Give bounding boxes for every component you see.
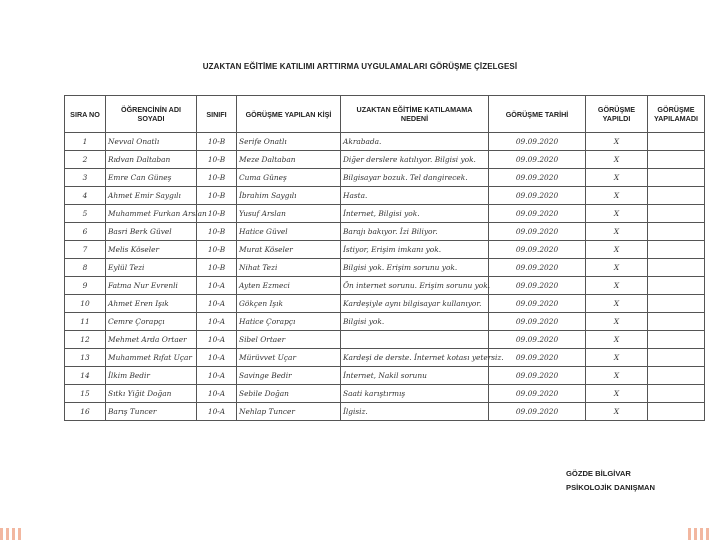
signature-name: GÖZDE BİLGİVAR <box>566 469 631 478</box>
cell-not-done-mark <box>648 151 705 169</box>
cell-date: 09.09.2020 <box>489 241 586 259</box>
cell-contact: İbrahim Saygılı <box>237 187 341 205</box>
col-header-reason: UZAKTAN EĞİTİME KATILAMAMA NEDENİ <box>341 96 489 133</box>
cell-no: 11 <box>65 313 106 331</box>
cell-student-name: Ahmet Emir Saygılı <box>106 187 197 205</box>
cell-contact: Nihat Tezi <box>237 259 341 277</box>
table-row <box>65 133 705 151</box>
cell-no: 1 <box>65 133 106 151</box>
cell-no: 14 <box>65 367 106 385</box>
cell-reason: Akrabada. <box>341 133 489 151</box>
cell-reason: Kardeşiyle aynı bilgisayar kullanıyor. <box>341 295 489 313</box>
table-row <box>65 367 705 385</box>
table-row <box>65 205 705 223</box>
cell-not-done-mark <box>648 259 705 277</box>
cell-reason: Saati karıştırmış <box>341 385 489 403</box>
cell-student-name: Rıdvan Daltaban <box>106 151 197 169</box>
cell-reason: Bilgisayar bozuk. Tel dangirecek. <box>341 169 489 187</box>
cell-not-done-mark <box>648 367 705 385</box>
table-row <box>65 169 705 187</box>
cell-date: 09.09.2020 <box>489 349 586 367</box>
table-row <box>65 223 705 241</box>
cell-contact: Hatice Güvel <box>237 223 341 241</box>
cell-done-mark: X <box>586 241 648 259</box>
cell-date: 09.09.2020 <box>489 151 586 169</box>
cell-date: 09.09.2020 <box>489 313 586 331</box>
cell-no: 7 <box>65 241 106 259</box>
signature-title: PSİKOLOJİK DANIŞMAN <box>566 483 656 492</box>
col-header-contact: GÖRÜŞME YAPILAN KİŞİ <box>237 96 341 133</box>
cell-reason: Ön internet sorunu. Erişim sorunu yok. <box>341 277 489 295</box>
corner-decoration-right <box>688 528 712 540</box>
cell-class: 10-B <box>197 205 237 223</box>
cell-contact: Nehlap Tuncer <box>237 403 341 421</box>
cell-date: 09.09.2020 <box>489 385 586 403</box>
table-row <box>65 277 705 295</box>
cell-date: 09.09.2020 <box>489 403 586 421</box>
meeting-table <box>64 95 705 421</box>
col-header-date: GÖRÜŞME TARİHİ <box>489 96 586 133</box>
cell-no: 5 <box>65 205 106 223</box>
cell-no: 12 <box>65 331 106 349</box>
cell-date: 09.09.2020 <box>489 205 586 223</box>
page-title: UZAKTAN EĞİTİME KATILIMI ARTTIRMA UYGULAMALARI GÖRÜŞME ÇİZELGESİ <box>202 62 518 71</box>
cell-done-mark: X <box>586 187 648 205</box>
cell-not-done-mark <box>648 331 705 349</box>
cell-student-name: Muhammet Rıfat Uçar <box>106 349 197 367</box>
cell-not-done-mark <box>648 133 705 151</box>
cell-student-name: Ahmet Eren Işık <box>106 295 197 313</box>
cell-done-mark: X <box>586 367 648 385</box>
cell-done-mark: X <box>586 205 648 223</box>
cell-not-done-mark <box>648 205 705 223</box>
cell-student-name: Muhammet Furkan Arslan <box>106 205 197 223</box>
table-row <box>65 349 705 367</box>
cell-done-mark: X <box>586 277 648 295</box>
table-row <box>65 403 705 421</box>
cell-reason: Barajı bakıyor. İzi Biliyor. <box>341 223 489 241</box>
table-row <box>65 313 705 331</box>
cell-done-mark: X <box>586 259 648 277</box>
cell-contact: Yusuf Arslan <box>237 205 341 223</box>
cell-contact: Serife Onatlı <box>237 133 341 151</box>
cell-done-mark: X <box>586 169 648 187</box>
cell-student-name: İlkim Bedir <box>106 367 197 385</box>
signature-block <box>566 467 655 495</box>
cell-done-mark: X <box>586 295 648 313</box>
cell-contact: Mürüvvet Uçar <box>237 349 341 367</box>
cell-class: 10-B <box>197 169 237 187</box>
cell-contact: Murat Köseler <box>237 241 341 259</box>
cell-date: 09.09.2020 <box>489 331 586 349</box>
col-header-done: GÖRÜŞME YAPILDI <box>586 96 648 133</box>
cell-date: 09.09.2020 <box>489 259 586 277</box>
cell-student-name: Cemre Çorapçı <box>106 313 197 331</box>
cell-reason: İlgisiz. <box>341 403 489 421</box>
cell-reason: Hasta. <box>341 187 489 205</box>
cell-class: 10-B <box>197 259 237 277</box>
cell-not-done-mark <box>648 169 705 187</box>
cell-no: 9 <box>65 277 106 295</box>
cell-done-mark: X <box>586 313 648 331</box>
cell-done-mark: X <box>586 133 648 151</box>
cell-contact: Sebile Doğan <box>237 385 341 403</box>
cell-done-mark: X <box>586 223 648 241</box>
col-header-not-done: GÖRÜŞME YAPILAMADI <box>648 96 705 133</box>
cell-class: 10-A <box>197 331 237 349</box>
cell-contact: Savinge Bedir <box>237 367 341 385</box>
cell-class: 10-B <box>197 187 237 205</box>
cell-done-mark: X <box>586 331 648 349</box>
cell-no: 15 <box>65 385 106 403</box>
cell-student-name: Mehmet Arda Ortaer <box>106 331 197 349</box>
cell-class: 10-B <box>197 151 237 169</box>
table-row <box>65 331 705 349</box>
cell-date: 09.09.2020 <box>489 277 586 295</box>
cell-reason: İnternet, Nakil sorunu <box>341 367 489 385</box>
cell-not-done-mark <box>648 223 705 241</box>
cell-date: 09.09.2020 <box>489 187 586 205</box>
cell-class: 10-B <box>197 133 237 151</box>
cell-reason <box>341 331 489 349</box>
cell-class: 10-A <box>197 367 237 385</box>
cell-no: 16 <box>65 403 106 421</box>
table-row <box>65 295 705 313</box>
cell-student-name: Basri Berk Güvel <box>106 223 197 241</box>
cell-class: 10-A <box>197 385 237 403</box>
cell-reason: İstiyor, Erişim imkanı yok. <box>341 241 489 259</box>
cell-student-name: Emre Can Güneş <box>106 169 197 187</box>
col-header-student: ÖĞRENCİNİN ADI SOYADI <box>106 96 197 133</box>
cell-not-done-mark <box>648 313 705 331</box>
cell-not-done-mark <box>648 385 705 403</box>
cell-not-done-mark <box>648 187 705 205</box>
cell-no: 6 <box>65 223 106 241</box>
cell-contact: Meze Daltaban <box>237 151 341 169</box>
cell-no: 4 <box>65 187 106 205</box>
col-header-no: SIRA NO <box>65 96 106 133</box>
table-row <box>65 241 705 259</box>
cell-student-name: Barış Tuncer <box>106 403 197 421</box>
cell-class: 10-B <box>197 241 237 259</box>
table-row <box>65 187 705 205</box>
cell-class: 10-B <box>197 223 237 241</box>
cell-reason: Bilgisi yok. Erişim sorunu yok. <box>341 259 489 277</box>
corner-decoration-left <box>0 528 24 540</box>
cell-done-mark: X <box>586 385 648 403</box>
cell-student-name: Sıtkı Yiğit Doğan <box>106 385 197 403</box>
cell-not-done-mark <box>648 277 705 295</box>
cell-class: 10-A <box>197 349 237 367</box>
cell-contact: Cuma Güneş <box>237 169 341 187</box>
cell-no: 10 <box>65 295 106 313</box>
cell-date: 09.09.2020 <box>489 295 586 313</box>
cell-student-name: Fatma Nur Evrenli <box>106 277 197 295</box>
cell-no: 2 <box>65 151 106 169</box>
cell-done-mark: X <box>586 403 648 421</box>
cell-not-done-mark <box>648 403 705 421</box>
cell-student-name: Eylül Tezi <box>106 259 197 277</box>
cell-reason: Bilgisi yok. <box>341 313 489 331</box>
cell-date: 09.09.2020 <box>489 133 586 151</box>
cell-contact: Hatice Çorapçı <box>237 313 341 331</box>
cell-reason: Diğer derslere katılıyor. Bilgisi yok. <box>341 151 489 169</box>
cell-student-name: Melis Köseler <box>106 241 197 259</box>
cell-done-mark: X <box>586 151 648 169</box>
cell-done-mark: X <box>586 349 648 367</box>
cell-student-name: Nevval Onatlı <box>106 133 197 151</box>
cell-date: 09.09.2020 <box>489 367 586 385</box>
cell-date: 09.09.2020 <box>489 223 586 241</box>
cell-contact: Gökçen Işık <box>237 295 341 313</box>
cell-no: 8 <box>65 259 106 277</box>
cell-class: 10-A <box>197 313 237 331</box>
table-row <box>65 151 705 169</box>
cell-class: 10-A <box>197 295 237 313</box>
cell-reason: İnternet, Bilgisi yok. <box>341 205 489 223</box>
cell-reason: Kardeşi de derste. İnternet kotası yetersiz. <box>341 349 489 367</box>
table-row <box>65 259 705 277</box>
cell-contact: Sibel Ortaer <box>237 331 341 349</box>
cell-no: 3 <box>65 169 106 187</box>
header-row <box>65 96 705 133</box>
cell-contact: Ayten Ezmeci <box>237 277 341 295</box>
cell-not-done-mark <box>648 349 705 367</box>
table-row <box>65 385 705 403</box>
cell-not-done-mark <box>648 241 705 259</box>
col-header-class: SINIFI <box>197 96 237 133</box>
cell-no: 13 <box>65 349 106 367</box>
cell-date: 09.09.2020 <box>489 169 586 187</box>
cell-not-done-mark <box>648 295 705 313</box>
cell-class: 10-A <box>197 277 237 295</box>
cell-class: 10-A <box>197 403 237 421</box>
